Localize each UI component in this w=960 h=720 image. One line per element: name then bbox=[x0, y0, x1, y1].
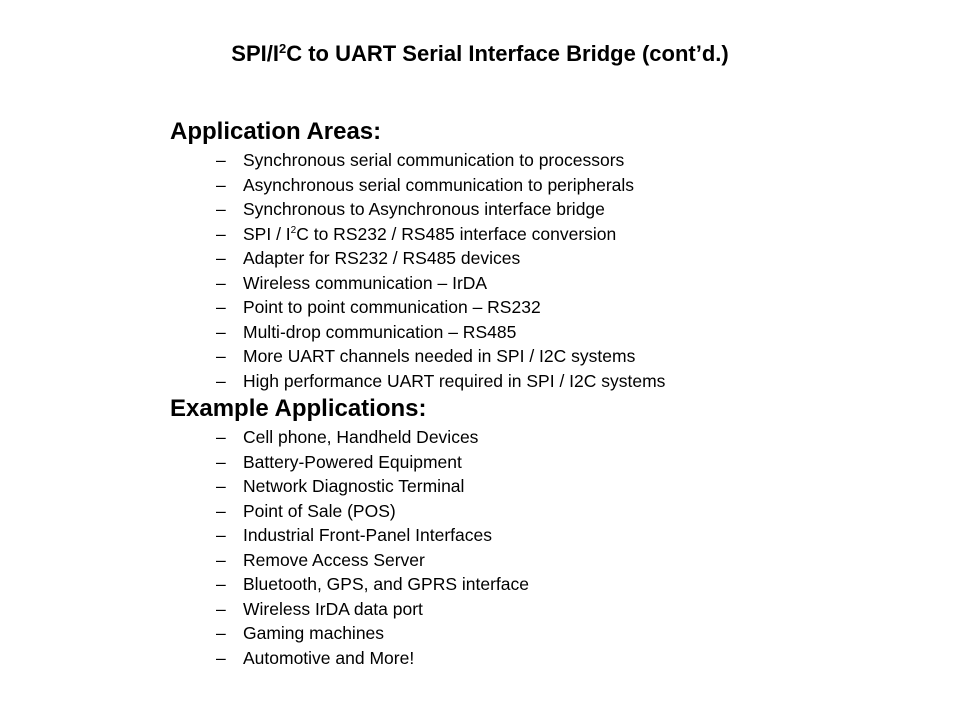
bullet-list bbox=[170, 148, 930, 393]
section-heading: Example Applications: bbox=[170, 395, 427, 422]
list-item-text: Adapter for RS232 / RS485 devices bbox=[243, 248, 521, 268]
dash-bullet: – bbox=[216, 647, 226, 668]
bullet-list bbox=[170, 425, 930, 670]
list-item bbox=[170, 320, 930, 345]
dash-bullet: – bbox=[216, 549, 226, 570]
list-item bbox=[170, 621, 930, 646]
dash-bullet: – bbox=[216, 174, 226, 195]
dash-bullet: – bbox=[216, 476, 226, 496]
list-item-text: Battery-Powered Equipment bbox=[243, 451, 462, 472]
dash-bullet: – bbox=[216, 370, 226, 391]
dash-bullet: – bbox=[216, 150, 226, 170]
list-item bbox=[170, 271, 930, 296]
list-item bbox=[170, 646, 930, 671]
section-heading: Application Areas: bbox=[170, 118, 382, 145]
title-text-end: C to UART Serial Interface Bridge (cont’d.) bbox=[286, 41, 729, 66]
list-item-text: More UART channels needed in SPI / I2C systems bbox=[243, 346, 636, 366]
list-item-text: Point of Sale (POS) bbox=[243, 500, 396, 521]
dash-bullet: – bbox=[216, 598, 226, 619]
list-item-text bbox=[243, 224, 616, 244]
list-item-text: Wireless communication – IrDA bbox=[243, 272, 488, 293]
list-item bbox=[170, 474, 930, 499]
list-item-text: Asynchronous serial communication to peripherals bbox=[243, 174, 635, 195]
dash-bullet: – bbox=[216, 199, 226, 219]
slide-content bbox=[170, 116, 930, 670]
list-item bbox=[170, 548, 930, 573]
list-item bbox=[170, 246, 930, 271]
list-item bbox=[170, 523, 930, 548]
list-item-text: Network Diagnostic Terminal bbox=[243, 476, 465, 496]
list-item-text: Gaming machines bbox=[243, 623, 385, 643]
list-item-text: Synchronous to Asynchronous interface bridge bbox=[243, 199, 605, 219]
list-item bbox=[170, 572, 930, 597]
dash-bullet: – bbox=[216, 272, 226, 293]
dash-bullet: – bbox=[216, 451, 226, 472]
list-item bbox=[170, 344, 930, 369]
dash-bullet: – bbox=[216, 500, 226, 521]
list-item-text: Synchronous serial communication to processors bbox=[243, 150, 625, 170]
list-item-text: Bluetooth, GPS, and GPRS interface bbox=[243, 574, 529, 594]
list-item-text: Cell phone, Handheld Devices bbox=[243, 427, 479, 447]
list-item-text: Remove Access Server bbox=[243, 549, 425, 570]
list-item-text: High performance UART required in SPI / I2C systems bbox=[243, 370, 666, 391]
title-text-start: SPI/I bbox=[231, 41, 279, 66]
dash-bullet: – bbox=[216, 321, 226, 342]
list-item bbox=[170, 173, 930, 198]
list-item bbox=[170, 148, 930, 173]
dash-bullet: – bbox=[216, 248, 226, 268]
slide-title bbox=[0, 36, 960, 72]
dash-bullet: – bbox=[216, 525, 226, 545]
list-item-text: Multi-drop communication – RS485 bbox=[243, 321, 517, 342]
dash-bullet: – bbox=[216, 297, 226, 317]
list-item-text: Industrial Front-Panel Interfaces bbox=[243, 525, 493, 545]
list-item-text: Wireless IrDA data port bbox=[243, 598, 423, 619]
dash-bullet: – bbox=[216, 346, 226, 366]
list-item bbox=[170, 597, 930, 622]
list-item bbox=[170, 369, 930, 394]
dash-bullet: – bbox=[216, 427, 226, 447]
list-item-text: Automotive and More! bbox=[243, 647, 415, 668]
item-text-start: SPI / I bbox=[243, 223, 291, 244]
item-superscript: 2 bbox=[290, 224, 297, 236]
list-item bbox=[170, 425, 930, 450]
list-item bbox=[170, 295, 930, 320]
list-item bbox=[170, 450, 930, 475]
item-text-end: C to RS232 / RS485 interface conversion bbox=[296, 223, 617, 244]
section-example-applications bbox=[170, 393, 930, 670]
section-application-areas bbox=[170, 116, 930, 393]
dash-bullet: – bbox=[216, 223, 226, 244]
dash-bullet: – bbox=[216, 623, 226, 643]
list-item-text: Point to point communication – RS232 bbox=[243, 297, 541, 317]
dash-bullet: – bbox=[216, 574, 226, 594]
list-item bbox=[170, 222, 930, 247]
list-item bbox=[170, 197, 930, 222]
title-superscript: 2 bbox=[278, 41, 287, 56]
list-item bbox=[170, 499, 930, 524]
